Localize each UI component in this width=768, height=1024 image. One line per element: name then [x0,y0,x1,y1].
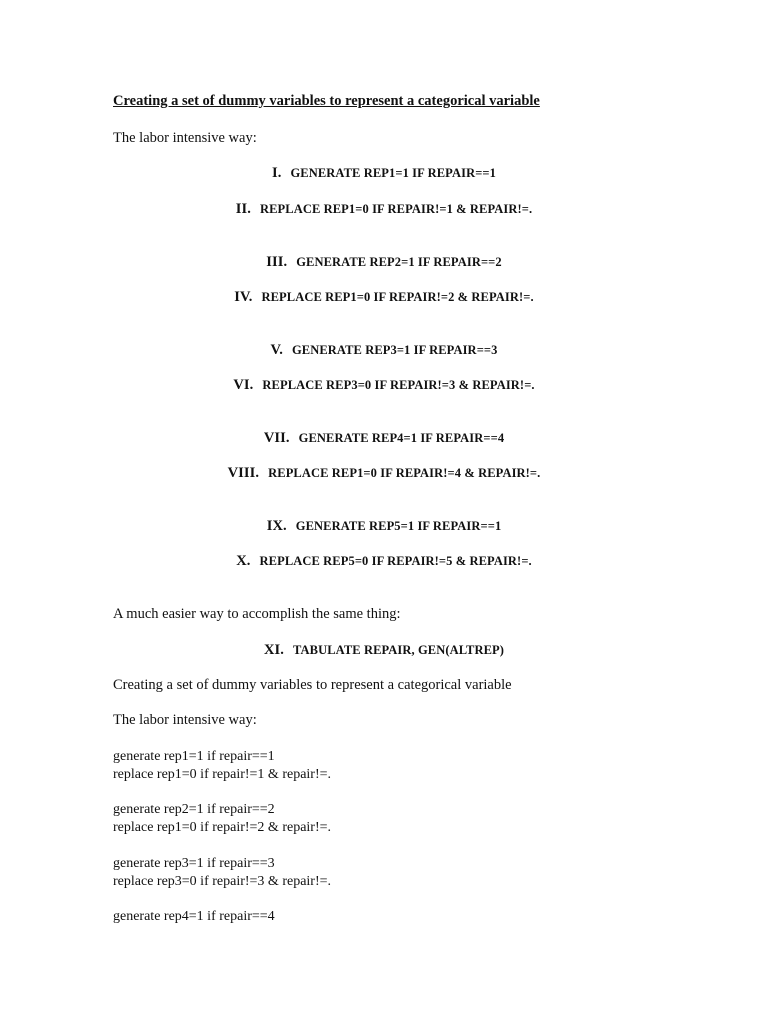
step-command: GENERATE REP3=1 IF REPAIR==3 [291,343,498,357]
step-command: REPLACE REP5=0 IF REPAIR!=5 & REPAIR!=. [259,554,532,568]
code-line: generate rep2=1 if repair==2 [113,802,275,817]
step-number: XI. [263,642,284,658]
code-line: generate rep1=1 if repair==1 [113,749,275,764]
code-line: replace rep1=0 if repair!=2 & repair!=. [113,820,332,835]
code-line: replace rep1=0 if repair!=1 & repair!=. [113,767,332,782]
step-item [0,165,768,182]
step-item [0,201,768,218]
step-number: X. [236,553,251,569]
step-number: V. [270,342,283,358]
step-command: REPLACE REP3=0 IF REPAIR!=3 & REPAIR!=. [262,378,535,392]
step-item [0,289,768,306]
step-item [0,518,768,535]
step-number: III. [266,254,288,270]
step-number: IX. [266,518,287,534]
step-item [0,377,768,394]
repeat-title: Creating a set of dummy variables to represent a categorical variable [113,677,512,693]
step-number: VIII. [227,465,260,481]
step-item [0,642,768,659]
step-command: GENERATE REP5=1 IF REPAIR==1 [295,519,502,533]
step-item [0,430,768,447]
step-number: VI. [233,377,254,393]
step-number: II. [235,201,251,217]
step-command: GENERATE REP1=1 IF REPAIR==1 [290,166,496,180]
step-command: REPLACE REP1=0 IF REPAIR!=4 & REPAIR!=. [268,466,541,480]
easier-text: A much easier way to accomplish the same thing: [113,606,401,622]
repeat-intro: The labor intensive way: [113,712,257,728]
step-command: REPLACE REP1=0 IF REPAIR!=2 & REPAIR!=. [261,290,534,304]
step-item [0,553,768,570]
step-item [0,254,768,271]
code-line: generate rep4=1 if repair==4 [113,909,275,924]
step-command: GENERATE REP4=1 IF REPAIR==4 [298,431,505,445]
step-number: IV. [234,289,253,305]
code-line: replace rep3=0 if repair!=3 & repair!=. [113,874,332,889]
step-item [0,342,768,359]
intro-text: The labor intensive way: [113,130,257,146]
step-command: REPLACE REP1=0 IF REPAIR!=1 & REPAIR!=. [259,202,533,216]
page-title: Creating a set of dummy variables to represent a categorical variable [113,93,540,109]
code-line: generate rep3=1 if repair==3 [113,856,275,871]
step-command: TABULATE REPAIR, GEN(ALTREP) [293,643,505,657]
step-item [0,465,768,482]
step-number: I. [271,165,282,181]
step-command: GENERATE REP2=1 IF REPAIR==2 [296,255,502,269]
step-number: VII. [263,430,290,446]
